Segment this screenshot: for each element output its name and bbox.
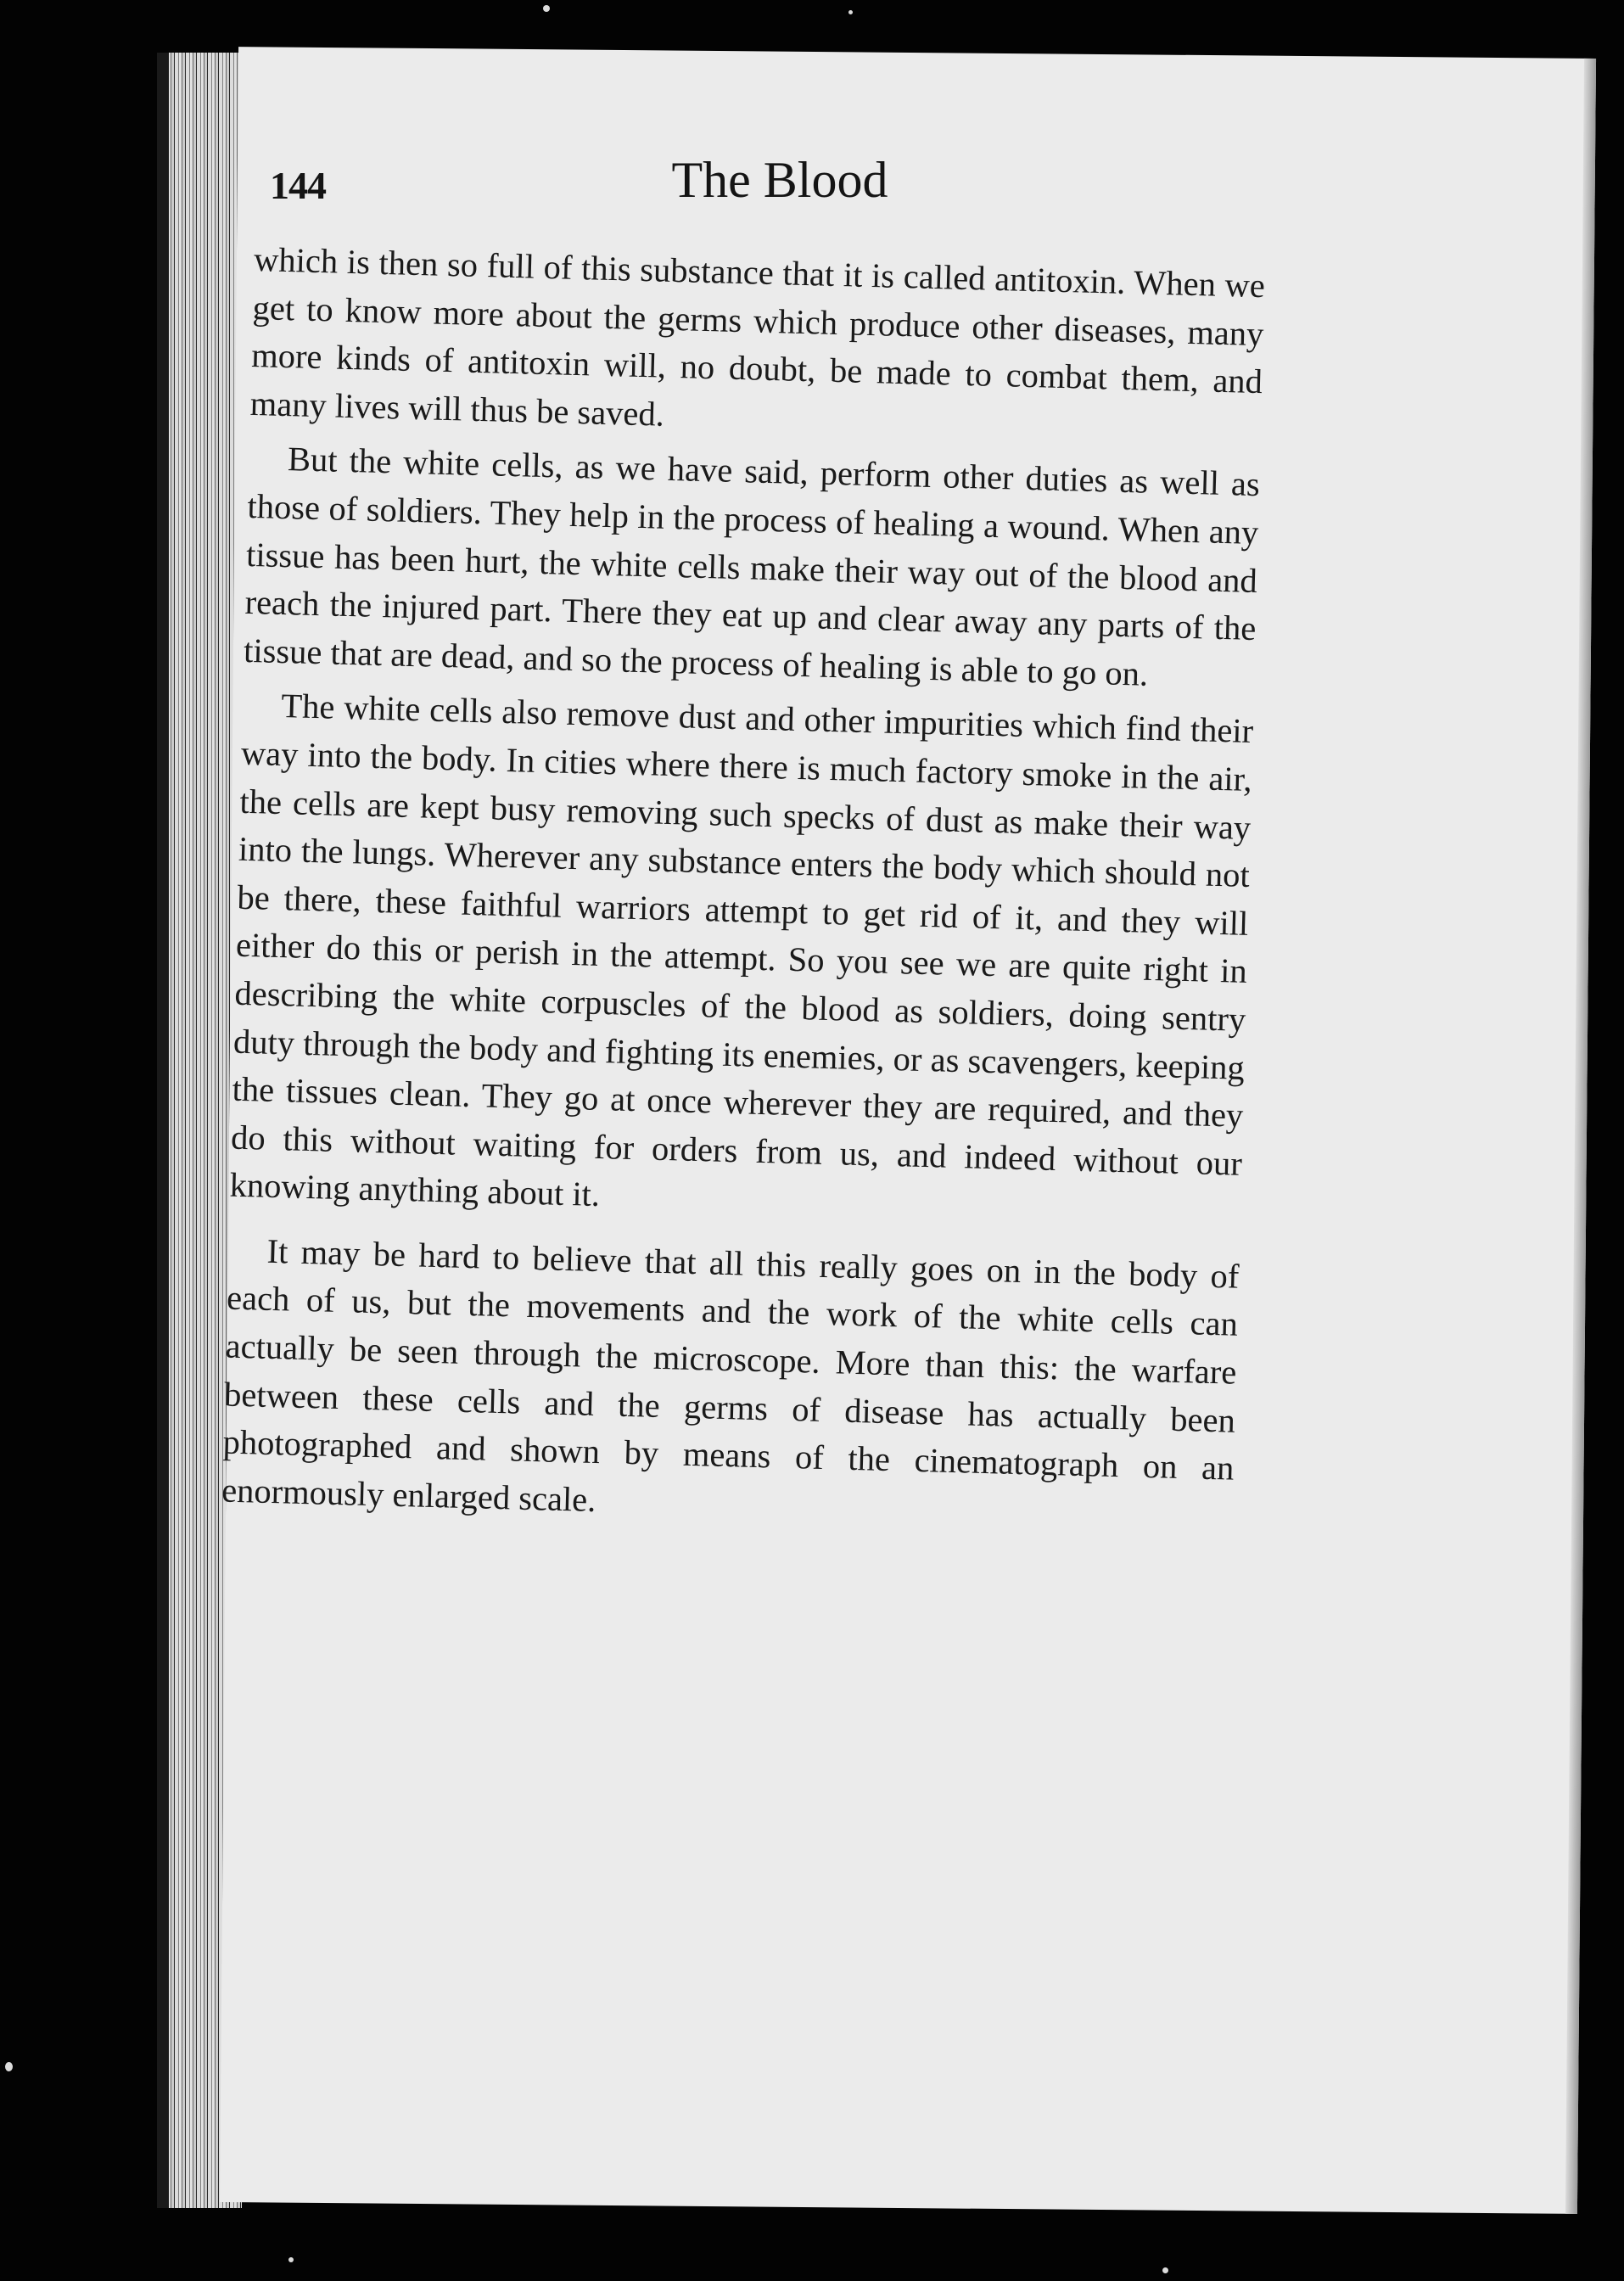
paragraph-1: which is then so full of this substance that it is called antitoxin. When we get to know more about the germs which produce other diseases, many more kinds of antitoxin will, no doubt, be made to combat them, and many lives will thus be saved. bbox=[249, 239, 1266, 434]
running-head bbox=[270, 151, 1239, 227]
spine-shadow bbox=[157, 53, 169, 2208]
body-text bbox=[221, 236, 1266, 1541]
scan-speck bbox=[5, 2062, 13, 2071]
paragraph-3: The white cells also remove dust and other impurities which find their way into the body. In cities where there is much factory smoke in the air, the cells are kept busy removing such specks of dust as make their way into the lungs. Wherever any substance enters the body which should not be there, these faithful warriors attempt to get rid of it, and they will either do this or perish in the attempt. So you see we are quite right in describing the white corpuscles of the blood as soldiers, doing sentry duty through the body and fighting its enemies, or as scavengers, keeping the tissues clean. They go at once wherever they are required, and they do this without waiting for orders from us, and indeed without our knowing anything about it. bbox=[229, 687, 1254, 1214]
running-title: The Blood bbox=[671, 152, 888, 208]
scan-speck bbox=[288, 2257, 294, 2262]
page-number: 144 bbox=[270, 164, 326, 207]
paragraph-2: But the white cells, as we have said, perform other duties as well as those of soldiers. They help in the process of healing a wound. When any tissue has been hurt, the white cells make their way out of the blood and reach the injured part. There they eat up and clear away any parts of the tissue that are dead, and so the process of healing is able to go on. bbox=[243, 440, 1261, 693]
scan-speck bbox=[543, 5, 550, 12]
scan-speck bbox=[1162, 2267, 1168, 2273]
paragraph-4: It may be hard to believe that all this really goes on in the body of each of us, but the movements and the work of the white cells can actually be seen through the microscope. More than this: the warfare between these cells and the germs of disease has actually been photographed and shown by means of the cinematograph on an enormously enlarged scale. bbox=[221, 1231, 1240, 1519]
scan-speck bbox=[848, 10, 853, 14]
page-right-edge bbox=[1565, 59, 1596, 2214]
